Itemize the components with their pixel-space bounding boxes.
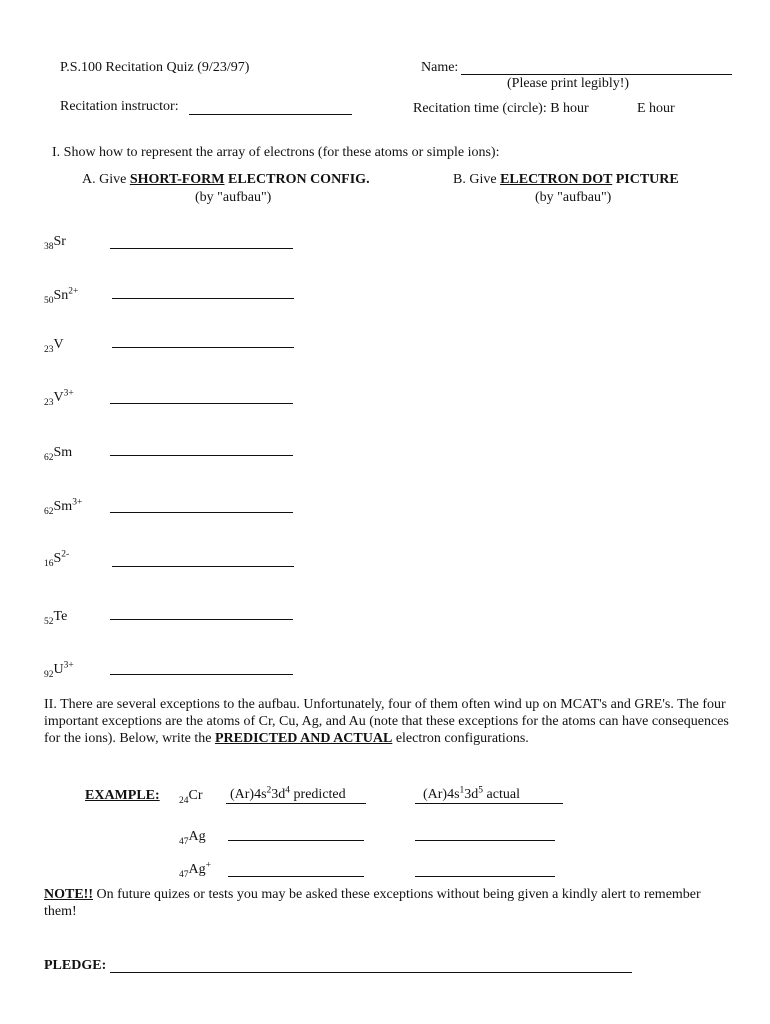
species-label: $_{16}S^{2-}$ [44, 549, 70, 569]
config-answer-field[interactable] [110, 512, 293, 513]
species-label: $_{38}$Sr [44, 234, 66, 252]
column-b-heading: B. Give ELECTRON DOT PICTURE [453, 172, 679, 187]
config-answer-field[interactable] [112, 566, 294, 567]
species-label: $_{52}$Te [44, 609, 68, 627]
time-option-e[interactable]: E hour [637, 101, 675, 116]
exception-species-label: $_{47}$Ag [179, 829, 206, 847]
actual-answer-field[interactable] [415, 840, 555, 841]
species-label: $_{92}U^{3+}$ [44, 660, 74, 680]
config-answer-field[interactable] [110, 403, 293, 404]
config-answer-field[interactable] [110, 674, 293, 675]
column-a-subheading: (by "aufbau") [195, 190, 272, 205]
exception-species-label: $_{47}$Ag+ [179, 860, 211, 880]
example-predicted-config: $(Ar)4s^23d^4$ predicted [226, 787, 366, 804]
config-answer-field[interactable] [110, 455, 293, 456]
name-field[interactable] [461, 74, 732, 75]
column-b-subheading: (by "aufbau") [535, 190, 612, 205]
example-actual-config: $(Ar)4s^13d^5$ actual [415, 787, 563, 804]
config-answer-field[interactable] [110, 248, 293, 249]
config-answer-field[interactable] [110, 619, 293, 620]
species-label: $_{23}V^{3+}$ [44, 388, 74, 408]
example-label: EXAMPLE: [85, 788, 160, 803]
pledge-signature-field[interactable] [110, 972, 632, 973]
column-a-heading: A. Give SHORT-FORM ELECTRON CONFIG. [82, 172, 370, 187]
section1-prompt: I. Show how to represent the array of electrons (for these atoms or simple ions): [52, 145, 500, 160]
species-label: $_{62}$Sm [44, 445, 73, 463]
species-label: $_{50}Sn^{2+}$ [44, 286, 79, 306]
print-note: (Please print legibly!) [507, 76, 630, 91]
config-answer-field[interactable] [112, 298, 294, 299]
predicted-answer-field[interactable] [228, 840, 364, 841]
actual-answer-field[interactable] [415, 876, 555, 877]
config-answer-field[interactable] [112, 347, 294, 348]
recitation-time-label: Recitation time (circle): B hour [413, 101, 589, 116]
name-label: Name: [421, 60, 459, 75]
example-species: $_{24}$Cr [179, 788, 203, 806]
instructor-field[interactable] [189, 114, 352, 115]
species-label: $_{62}Sm^{3+}$ [44, 497, 83, 517]
predicted-answer-field[interactable] [228, 876, 364, 877]
pledge-label: PLEDGE: [44, 958, 107, 973]
instructor-label: Recitation instructor: [60, 99, 179, 114]
species-label: $_{23}$V [44, 337, 64, 355]
section2-instructions: II. There are several exceptions to the aufbau. Unfortunately, four of them often wind up on MCAT's and GRE's. The four important exceptions are the atoms of Cr, Cu, Ag, and Au (note that these exceptions for the atoms can have consequences for the ions). Below, write the PREDICTED AND ACTUAL electron configurations. [44, 697, 729, 746]
note-text: NOTE!! On future quizes or tests you may be asked these exceptions without being given a kindly alert to remember them! [44, 887, 701, 919]
quiz-title: P.S.100 Recitation Quiz (9/23/97) [60, 60, 250, 75]
